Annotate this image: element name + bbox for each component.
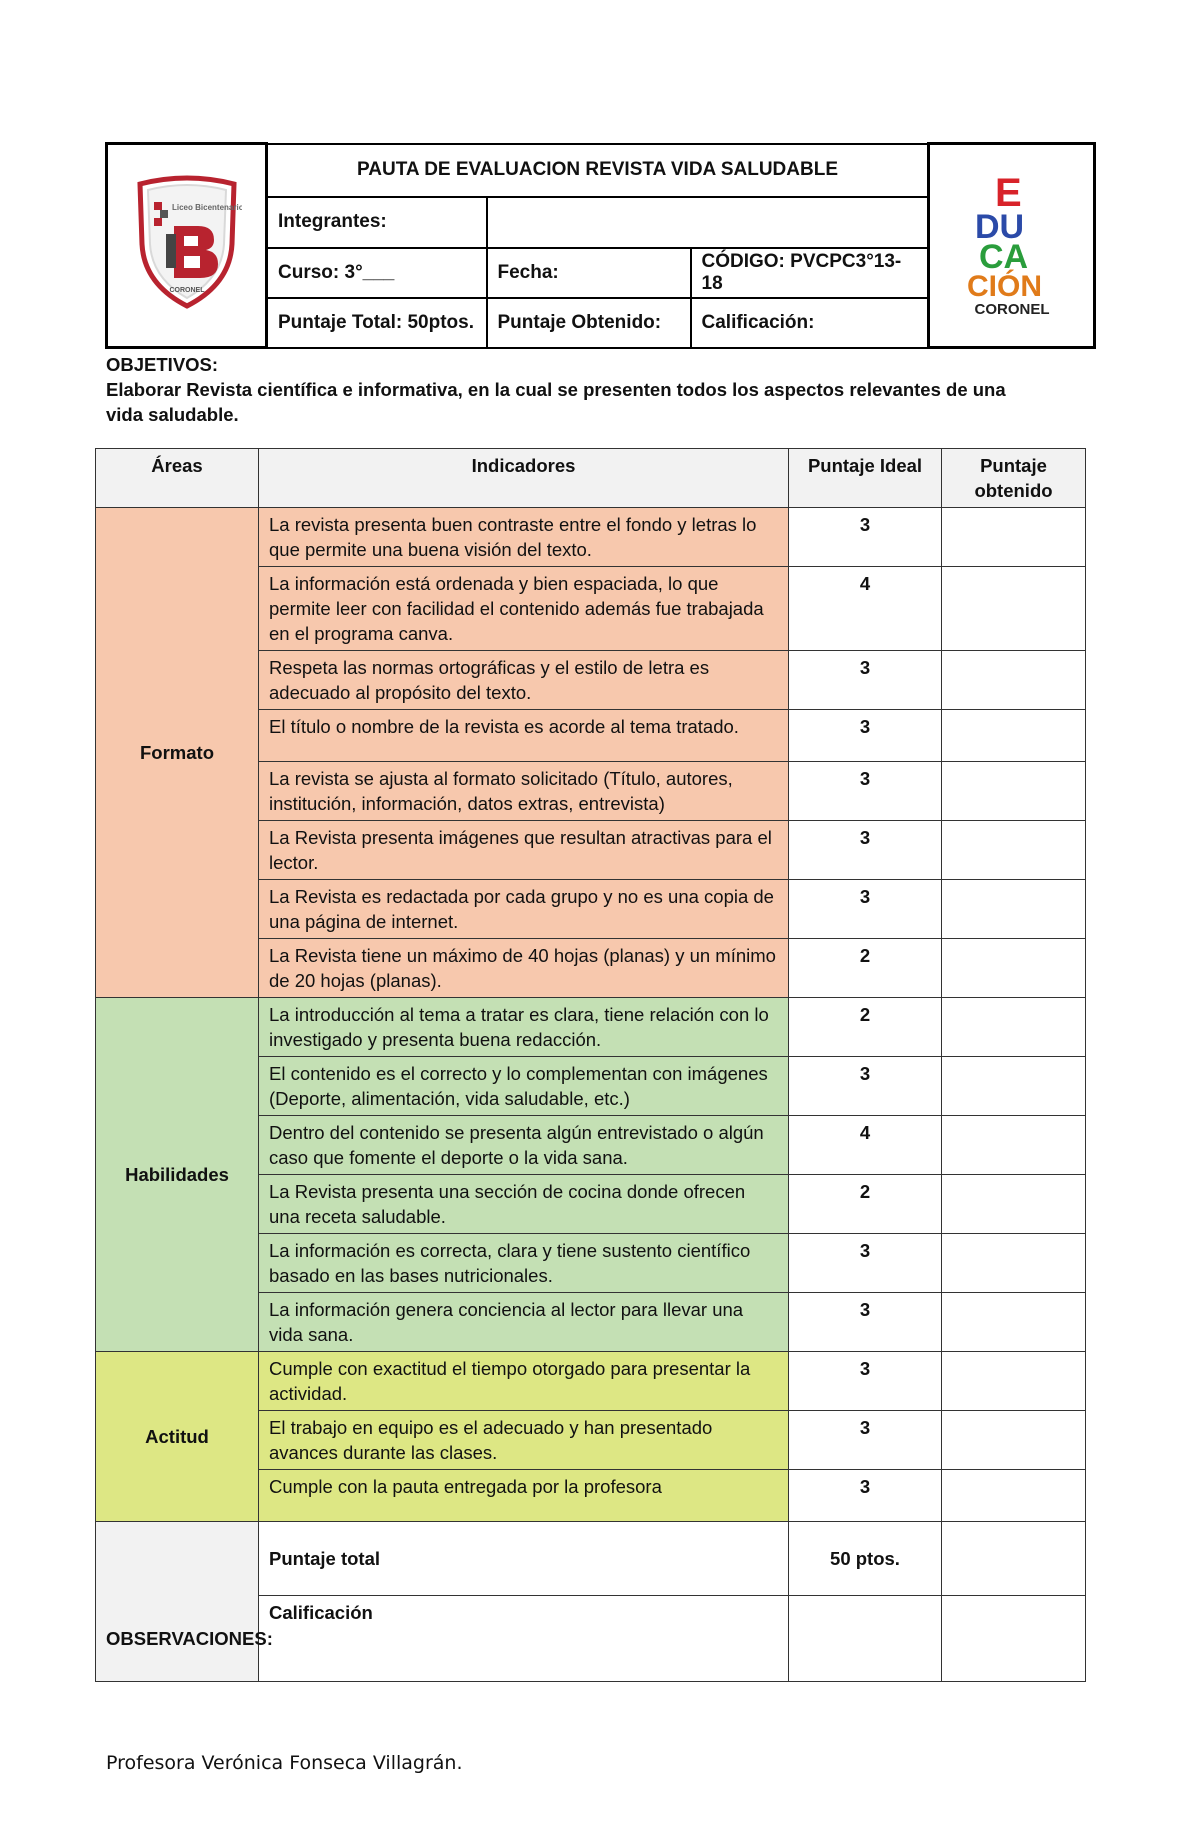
puntaje-obtenido-label: Puntaje Obtenido: xyxy=(487,298,691,348)
indicador-text: Respeta las normas ortográficas y el estilo de letra es adecuado al propósito del texto. xyxy=(259,651,789,710)
shield-logo-icon xyxy=(132,174,242,312)
objetivos-label: OBJETIVOS: xyxy=(106,354,219,375)
indicador-text: La información está ordenada y bien espaciada, lo que permite leer con facilidad el contenido además fue trabajada en el programa canva. xyxy=(259,567,789,651)
puntaje-ideal-value: 3 xyxy=(789,1057,942,1116)
puntaje-obtenido-cell[interactable] xyxy=(942,1234,1086,1293)
indicador-text: La revista se ajusta al formato solicitado (Título, autores, institución, información, datos extras, entrevista) xyxy=(259,762,789,821)
puntaje-ideal-value: 3 xyxy=(789,762,942,821)
header-table xyxy=(105,142,1096,349)
rubric-title: PAUTA DE EVALUACION REVISTA VIDA SALUDABLE xyxy=(267,144,929,197)
puntaje-ideal-value: 4 xyxy=(789,567,942,651)
svg-text:DU: DU xyxy=(974,207,1024,246)
puntaje-ideal-value: 3 xyxy=(789,710,942,762)
puntaje-ideal-value: 3 xyxy=(789,1411,942,1470)
indicador-text: Cumple con la pauta entregada por la profesora xyxy=(259,1470,789,1522)
table-row xyxy=(96,508,1086,567)
puntaje-ideal-value: 3 xyxy=(789,821,942,880)
indicador-text: La introducción al tema a tratar es clara, tiene relación con lo investigado y presenta buena redacción. xyxy=(259,998,789,1057)
indicador-text: El título o nombre de la revista es acorde al tema tratado. xyxy=(259,710,789,762)
header-indicadores: Indicadores xyxy=(259,449,789,508)
puntaje-obtenido-cell[interactable] xyxy=(942,1352,1086,1411)
logo-text: Liceo Bicentenario xyxy=(171,202,242,212)
puntaje-obtenido-cell[interactable] xyxy=(942,1470,1086,1522)
table-row xyxy=(96,1352,1086,1411)
puntaje-obtenido-cell[interactable] xyxy=(942,1411,1086,1470)
indicador-text: Dentro del contenido se presenta algún entrevistado o algún caso que fomente el deporte o la vida sana. xyxy=(259,1116,789,1175)
indicador-text: El contenido es el correcto y lo complementan con imágenes (Deporte, alimentación, vida saludable, etc.) xyxy=(259,1057,789,1116)
calificacion-obtenida-cell[interactable] xyxy=(942,1596,1086,1682)
objetivos-section xyxy=(106,352,1026,427)
total-area-cell xyxy=(96,1522,259,1682)
puntaje-obtenido-cell[interactable] xyxy=(942,1057,1086,1116)
puntaje-total-label-row: Puntaje total xyxy=(259,1522,789,1596)
puntaje-obtenido-cell[interactable] xyxy=(942,710,1086,762)
header-puntaje-obtenido: Puntaje obtenido xyxy=(942,449,1086,508)
table-row xyxy=(96,998,1086,1057)
puntaje-ideal-value: 3 xyxy=(789,508,942,567)
puntaje-obtenido-cell[interactable] xyxy=(942,1116,1086,1175)
puntaje-ideal-value: 4 xyxy=(789,1116,942,1175)
codigo-label: CÓDIGO: PVCPC3°13-18 xyxy=(691,248,929,298)
puntaje-obtenido-cell[interactable] xyxy=(942,508,1086,567)
puntaje-obtenido-cell[interactable] xyxy=(942,762,1086,821)
fecha-label: Fecha: xyxy=(487,248,691,298)
puntaje-total-value: 50 ptos. xyxy=(789,1522,942,1596)
area-formato: Formato xyxy=(96,508,259,998)
puntaje-obtenido-cell[interactable] xyxy=(942,1293,1086,1352)
puntaje-ideal-value: 2 xyxy=(789,1175,942,1234)
indicador-text: Cumple con exactitud el tiempo otorgado para presentar la actividad. xyxy=(259,1352,789,1411)
integrantes-label: Integrantes: xyxy=(267,197,487,248)
rubric-body xyxy=(96,508,1086,1522)
educacion-coronel-logo xyxy=(929,144,1095,348)
integrantes-field[interactable] xyxy=(487,197,929,248)
indicador-text: La información genera conciencia al lector para llevar una vida sana. xyxy=(259,1293,789,1352)
puntaje-ideal-value: 2 xyxy=(789,998,942,1057)
puntaje-total-label: Puntaje Total: 50ptos. xyxy=(267,298,487,348)
indicador-text: La Revista es redactada por cada grupo y no es una copia de una página de internet. xyxy=(259,880,789,939)
indicador-text: El trabajo en equipo es el adecuado y han presentado avances durante las clases. xyxy=(259,1411,789,1470)
header-puntaje-ideal: Puntaje Ideal xyxy=(789,449,942,508)
puntaje-obtenido-cell[interactable] xyxy=(942,939,1086,998)
observaciones-label: OBSERVACIONES: xyxy=(106,1628,273,1649)
puntaje-ideal-value: 2 xyxy=(789,939,942,998)
puntaje-obtenido-cell[interactable] xyxy=(942,998,1086,1057)
indicador-text: La Revista presenta imágenes que resultan atractivas para el lector. xyxy=(259,821,789,880)
logo-bottom-text: CORONEL xyxy=(169,286,204,294)
calificacion-label: Calificación: xyxy=(691,298,929,348)
calificacion-ideal-cell xyxy=(789,1596,942,1682)
puntaje-obtenido-cell[interactable] xyxy=(942,1175,1086,1234)
svg-text:CA: CA xyxy=(978,237,1028,276)
indicador-text: La Revista presenta una sección de cocina donde ofrecen una receta saludable. xyxy=(259,1175,789,1234)
indicador-text: La revista presenta buen contraste entre el fondo y letras lo que permite una buena visión del texto. xyxy=(259,508,789,567)
svg-text:E: E xyxy=(994,170,1022,215)
area-actitud: Actitud xyxy=(96,1352,259,1522)
calificacion-label-row: Calificación xyxy=(259,1596,789,1682)
svg-text:CORONEL: CORONEL xyxy=(974,300,1049,318)
curso-label: Curso: 3°___ xyxy=(267,248,487,298)
area-habilidades: Habilidades xyxy=(96,998,259,1352)
puntaje-ideal-value: 3 xyxy=(789,880,942,939)
footer-teacher: Profesora Verónica Fonseca Villagrán. xyxy=(106,1752,463,1774)
puntaje-obtenido-cell[interactable] xyxy=(942,567,1086,651)
puntaje-ideal-value: 3 xyxy=(789,1234,942,1293)
indicador-text: La Revista tiene un máximo de 40 hojas (planas) y un mínimo de 20 hojas (planas). xyxy=(259,939,789,998)
educacion-logo-icon xyxy=(957,168,1067,318)
rubric-table xyxy=(95,448,1086,1682)
indicador-text: La información es correcta, clara y tiene sustento científico basado en las bases nutricionales. xyxy=(259,1234,789,1293)
header-areas: Áreas xyxy=(96,449,259,508)
puntaje-total-obtenido-cell[interactable] xyxy=(942,1522,1086,1596)
puntaje-obtenido-cell[interactable] xyxy=(942,821,1086,880)
objetivos-text: Elaborar Revista científica e informativa, en la cual se presenten todos los aspectos relevantes de una vida saludable. xyxy=(106,379,1006,425)
puntaje-obtenido-cell[interactable] xyxy=(942,880,1086,939)
puntaje-ideal-value: 3 xyxy=(789,651,942,710)
puntaje-ideal-value: 3 xyxy=(789,1293,942,1352)
svg-text:CIÓN: CIÓN xyxy=(966,269,1042,303)
puntaje-obtenido-cell[interactable] xyxy=(942,651,1086,710)
school-logo xyxy=(107,144,267,348)
puntaje-ideal-value: 3 xyxy=(789,1470,942,1522)
puntaje-ideal-value: 3 xyxy=(789,1352,942,1411)
